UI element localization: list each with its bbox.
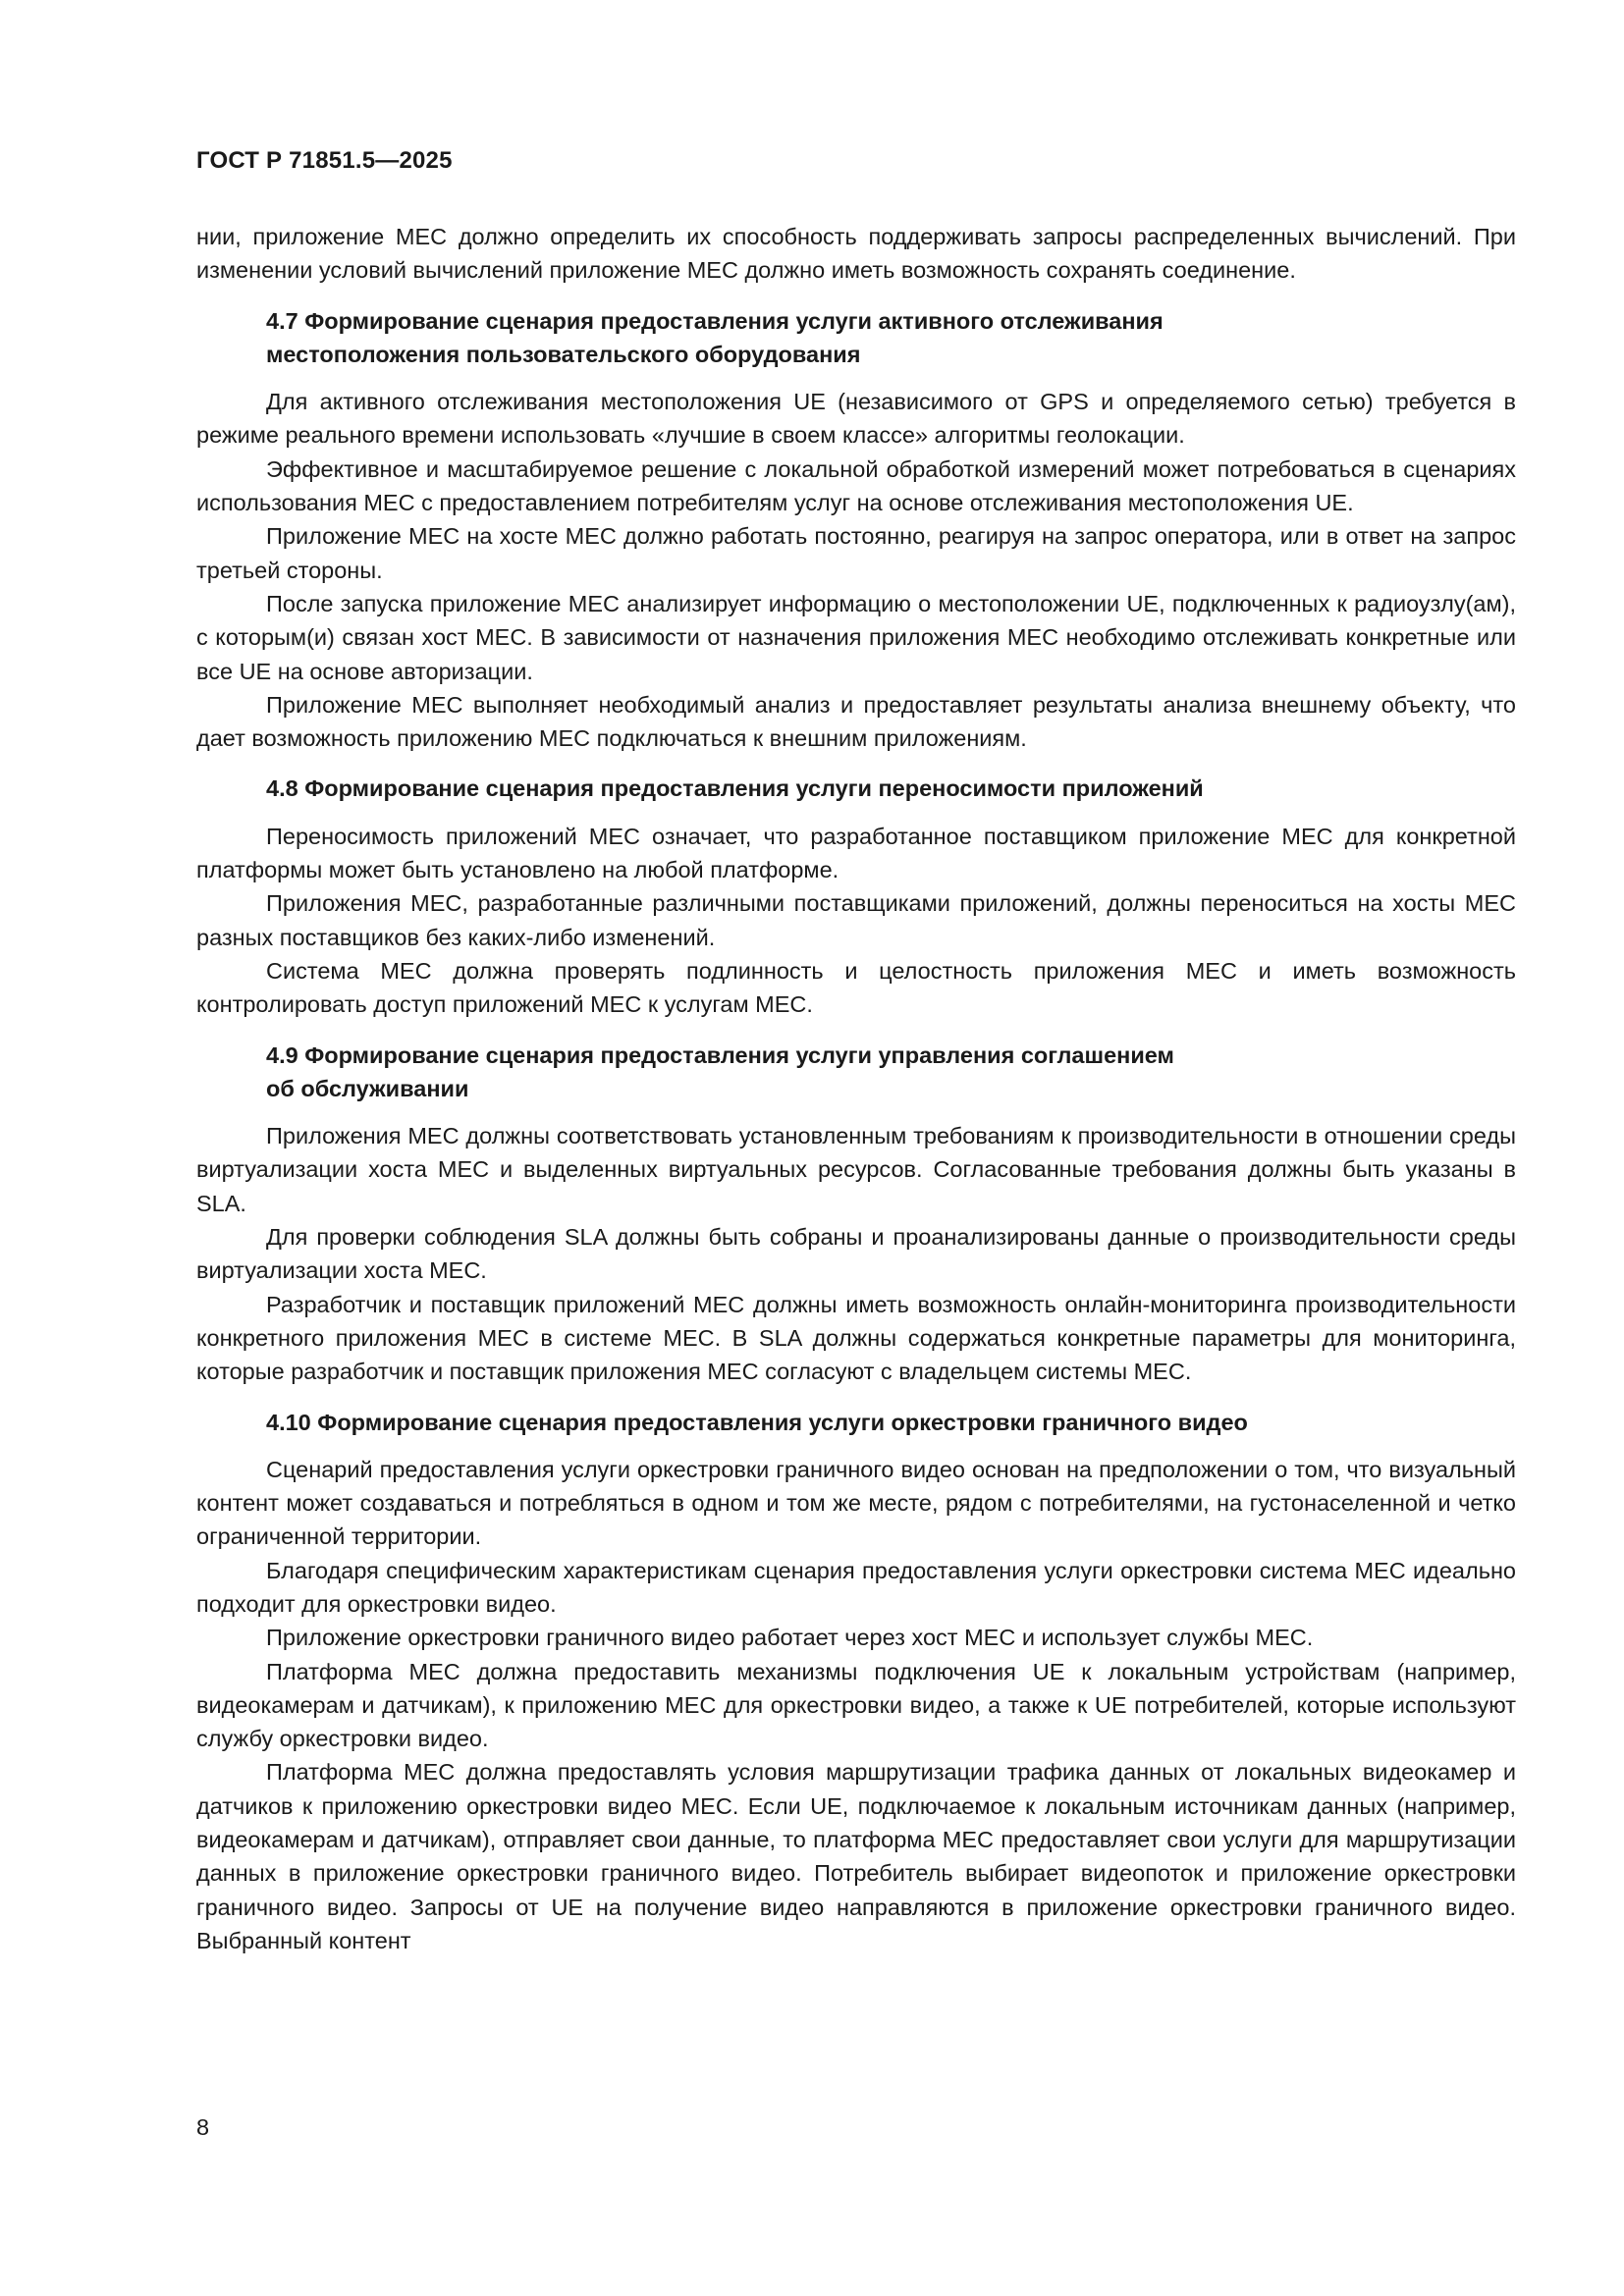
section-heading-line: 4.10 Формирование сценария предоставления услуги оркестровки граничного видео: [266, 1409, 1248, 1435]
paragraph: Сценарий предоставления услуги оркестровки граничного видео основан на предположении о том, что визуальный контент может создаваться и потребляться в одном и том же месте, рядом с потребителями, на густонаселенной и четко ограниченной территории.: [196, 1456, 1516, 1550]
section-heading-4-7: [266, 304, 1516, 372]
paragraph: Для активного отслеживания местоположения UE (независимого от GPS и определяемого сетью) требуется в режиме реального времени использовать «лучшие в своем классе» алгоритмы геолокации.: [196, 389, 1516, 449]
paragraph: Благодаря специфическим характеристикам сценария предоставления услуги оркестровки система MEC идеально подходит для оркестровки видео.: [196, 1557, 1516, 1617]
section-heading-4-9: [266, 1039, 1516, 1106]
paragraph: Приложение MEC выполняет необходимый анализ и предоставляет результаты анализа внешнему объекту, что дает возможность приложению MEC подключаться к внешним приложениям.: [196, 691, 1516, 752]
section-heading-4-8: [266, 772, 1516, 805]
section-heading-line: 4.9 Формирование сценария предоставления услуги управления соглашением: [266, 1041, 1174, 1068]
paragraph: Платформа MEC должна предоставить механизмы подключения UE к локальным устройствам (например, видеокамерам и датчикам), к приложению MEC для оркестровки видео, а также к UE потребителей, которые используют службу оркестровки видео.: [196, 1658, 1516, 1752]
section-heading-line: 4.7 Формирование сценария предоставления услуги активного отслеживания: [266, 307, 1164, 334]
paragraph: Разработчик и поставщик приложений MEC должны иметь возможность онлайн-мониторинга производительности конкретного приложения MEC в системе MEC. В SLA должны содержаться конкретные параметры для мониторинга, которые разработчик и поставщик приложения MEC согласуют с владельцем системы MEC.: [196, 1291, 1516, 1385]
page-number: 8: [196, 2114, 210, 2140]
section-heading-line: местоположения пользовательского оборудования: [266, 341, 861, 367]
paragraph: Для проверки соблюдения SLA должны быть собраны и проанализированы данные о производительности среды виртуализации хоста MEC.: [196, 1224, 1516, 1284]
paragraph: Приложения MEC должны соответствовать установленным требованиям к производительности в отношении среды виртуализации хоста MEC и выделенных виртуальных ресурсов. Согласованные требования должны быть указаны в SLA.: [196, 1123, 1516, 1216]
paragraph: Приложение оркестровки граничного видео работает через хост MEC и использует службы MEC.: [266, 1625, 1314, 1651]
section-heading-4-10: [266, 1406, 1516, 1439]
paragraph: После запуска приложение MEC анализирует информацию о местоположении UE, подключенных к радиоузлу(ам), с которым(и) связан хост MEC. В зависимости от назначения приложения MEC необходимо отслеживать конкретные или все UE на основе авторизации.: [196, 590, 1516, 684]
continuation-paragraph: нии, приложение MEC должно определить их способность поддерживать запросы распределенных вычислений. При изменении условий вычислений приложение MEC должно иметь возможность сохранять соединение.: [196, 224, 1516, 284]
section-heading-line: 4.8 Формирование сценария предоставления услуги переносимости приложений: [266, 775, 1204, 802]
paragraph: Приложения MEC, разработанные различными поставщиками приложений, должны переноситься на хосты MEC разных поставщиков без каких-либо изменений.: [196, 890, 1516, 950]
document-header: ГОСТ Р 71851.5—2025: [196, 147, 453, 174]
paragraph: Эффективное и масштабируемое решение с локальной обработкой измерений может потребоваться в сценариях использования MEC с предоставлением потребителям услуг на основе отслеживания местоположения UE.: [196, 455, 1516, 516]
paragraph: Переносимость приложений MEC означает, что разработанное поставщиком приложение MEC для конкретной платформы может быть установлено на любой платформе.: [196, 823, 1516, 883]
section-heading-line: об обслуживании: [266, 1075, 469, 1101]
paragraph: Приложение MEC на хосте MEC должно работать постоянно, реагируя на запрос оператора, или в ответ на запрос третьей стороны.: [196, 523, 1516, 583]
paragraph: Платформа MEC должна предоставлять условия маршрутизации трафика данных от локальных видеокамер и датчиков к приложению оркестровки видео MEC. Если UE, подключаемое к локальным источникам данных (например, видеокамерам и датчикам), отправляет свои данные, то платформа MEC предоставляет свои услуги для маршрутизации данных в приложение оркестровки граничного видео. Потребитель выбирает видеопоток и приложение оркестровки граничного видео. Запросы от UE на получение видео направляются в приложение оркестровки граничного видео. Выбранный контент: [196, 1759, 1516, 1953]
paragraph: Система MEC должна проверять подлинность и целостность приложения MEC и иметь возможность контролировать доступ приложений MEC к услугам MEC.: [196, 957, 1516, 1018]
document-body: [196, 220, 1516, 1957]
